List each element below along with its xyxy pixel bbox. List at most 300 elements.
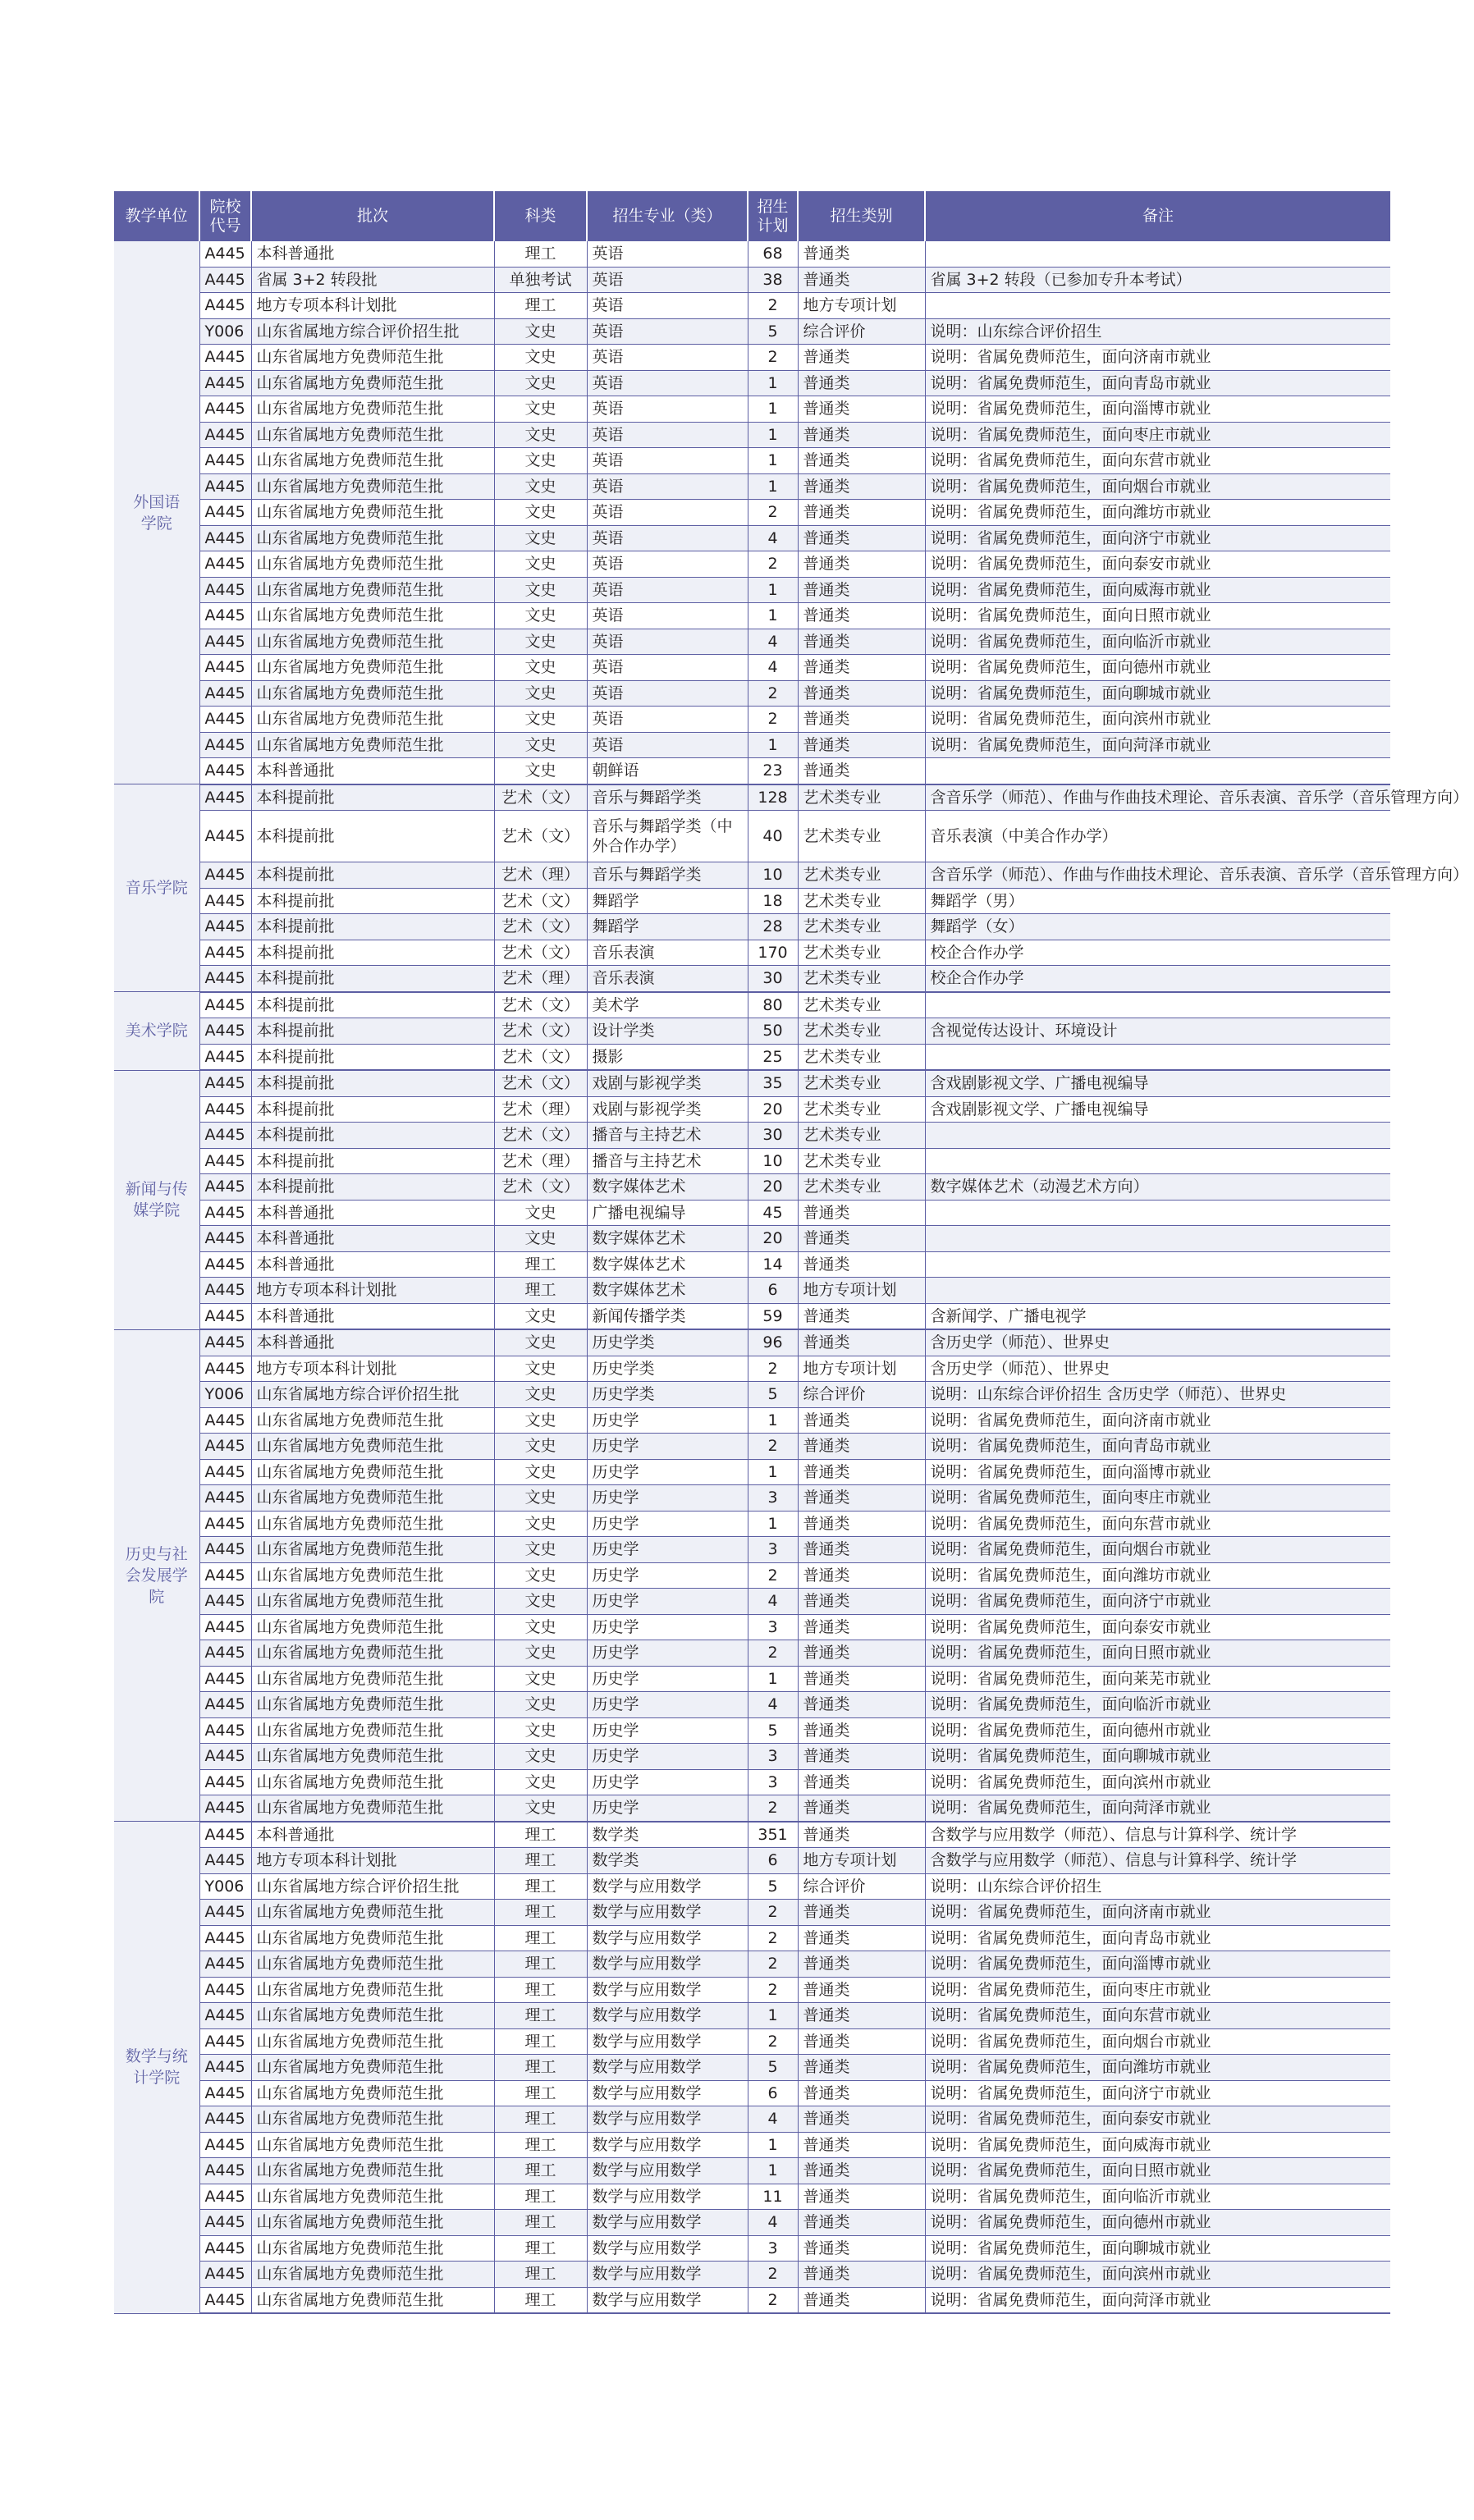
enroll-type-cell: 艺术类专业 bbox=[798, 1096, 925, 1123]
batch-cell: 山东省属地方免费师范生批 bbox=[251, 1744, 494, 1770]
enroll-type-cell: 普通类 bbox=[798, 1303, 925, 1329]
category-cell: 理工 bbox=[494, 1251, 587, 1278]
remarks-cell: 说明：省属免费师范生，面向青岛市就业 bbox=[925, 1925, 1390, 1951]
batch-cell: 山东省属地方免费师范生批 bbox=[251, 370, 494, 396]
batch-cell: 山东省属地方免费师范生批 bbox=[251, 1485, 494, 1512]
plan-count-cell: 2 bbox=[748, 2028, 798, 2055]
school-code-cell: A445 bbox=[199, 396, 251, 423]
category-cell: 艺术（文） bbox=[494, 1123, 587, 1149]
remarks-cell: 说明：省属免费师范生，面向滨州市就业 bbox=[925, 1769, 1390, 1795]
plan-count-cell: 2 bbox=[748, 345, 798, 371]
category-cell: 理工 bbox=[494, 2055, 587, 2081]
category-cell: 理工 bbox=[494, 1278, 587, 1304]
plan-count-cell: 2 bbox=[748, 551, 798, 578]
table-row bbox=[114, 1951, 1390, 1978]
plan-count-cell: 5 bbox=[748, 1717, 798, 1744]
school-code-cell: A445 bbox=[199, 1951, 251, 1978]
batch-cell: 本科普通批 bbox=[251, 758, 494, 784]
plan-count-cell: 25 bbox=[748, 1044, 798, 1070]
school-code-cell: A445 bbox=[199, 500, 251, 526]
batch-cell: 山东省属地方综合评价招生批 bbox=[251, 1382, 494, 1408]
school-code-cell: A445 bbox=[199, 1174, 251, 1201]
major-cell: 英语 bbox=[587, 241, 748, 267]
table-row bbox=[114, 707, 1390, 733]
plan-count-cell: 1 bbox=[748, 422, 798, 448]
remarks-cell: 含历史学（师范）、世界史 bbox=[925, 1329, 1390, 1356]
enroll-type-cell: 艺术类专业 bbox=[798, 966, 925, 992]
remarks-cell: 说明：省属免费师范生，面向淄博市就业 bbox=[925, 396, 1390, 423]
category-cell: 艺术（文） bbox=[494, 888, 587, 914]
category-cell: 文史 bbox=[494, 1692, 587, 1718]
enroll-type-cell: 艺术类专业 bbox=[798, 811, 925, 862]
enroll-type-cell: 艺术类专业 bbox=[798, 914, 925, 940]
major-cell: 数学与应用数学 bbox=[587, 2235, 748, 2262]
plan-count-cell: 351 bbox=[748, 1822, 798, 1848]
enroll-type-cell: 普通类 bbox=[798, 2262, 925, 2288]
remarks-cell: 说明：省属免费师范生，面向泰安市就业 bbox=[925, 551, 1390, 578]
major-cell: 戏剧与影视学类 bbox=[587, 1096, 748, 1123]
batch-cell: 山东省属地方免费师范生批 bbox=[251, 1769, 494, 1795]
plan-count-cell: 20 bbox=[748, 1174, 798, 1201]
remarks-cell: 说明：省属免费师范生，面向日照市就业 bbox=[925, 1640, 1390, 1667]
major-cell: 音乐表演 bbox=[587, 966, 748, 992]
table-row bbox=[114, 1251, 1390, 1278]
batch-cell: 山东省属地方免费师范生批 bbox=[251, 2262, 494, 2288]
batch-cell: 山东省属地方免费师范生批 bbox=[251, 1640, 494, 1667]
school-code-cell: A445 bbox=[199, 1900, 251, 1926]
school-code-cell: A445 bbox=[199, 655, 251, 681]
header-row bbox=[114, 191, 1390, 241]
remarks-cell: 说明：省属免费师范生，面向泰安市就业 bbox=[925, 1614, 1390, 1640]
school-code-cell: A445 bbox=[199, 1511, 251, 1537]
school-code-cell: A445 bbox=[199, 1925, 251, 1951]
school-code-cell: A445 bbox=[199, 732, 251, 758]
enroll-type-cell: 普通类 bbox=[798, 758, 925, 784]
school-code-cell: A445 bbox=[199, 1200, 251, 1226]
major-cell: 数学与应用数学 bbox=[587, 2080, 748, 2106]
remarks-cell: 说明：省属免费师范生，面向枣庄市就业 bbox=[925, 422, 1390, 448]
school-code-cell: A445 bbox=[199, 448, 251, 474]
remarks-cell: 说明：省属免费师范生，面向烟台市就业 bbox=[925, 473, 1390, 500]
enroll-type-cell: 艺术类专业 bbox=[798, 784, 925, 811]
enroll-type-cell: 普通类 bbox=[798, 500, 925, 526]
plan-count-cell: 2 bbox=[748, 1640, 798, 1667]
batch-cell: 本科提前批 bbox=[251, 1174, 494, 1201]
remarks-cell: 说明：省属免费师范生，面向淄博市就业 bbox=[925, 1951, 1390, 1978]
major-cell: 历史学 bbox=[587, 1589, 748, 1615]
enroll-type-cell: 普通类 bbox=[798, 1537, 925, 1563]
major-cell: 英语 bbox=[587, 473, 748, 500]
school-code-cell: A445 bbox=[199, 1226, 251, 1252]
plan-count-cell: 2 bbox=[748, 707, 798, 733]
major-cell: 历史学 bbox=[587, 1407, 748, 1434]
category-cell: 理工 bbox=[494, 2184, 587, 2210]
batch-cell: 山东省属地方免费师范生批 bbox=[251, 551, 494, 578]
batch-cell: 山东省属地方免费师范生批 bbox=[251, 603, 494, 629]
batch-cell: 本科提前批 bbox=[251, 992, 494, 1018]
major-cell: 数学与应用数学 bbox=[587, 2184, 748, 2210]
plan-count-cell: 59 bbox=[748, 1303, 798, 1329]
batch-cell: 本科普通批 bbox=[251, 1200, 494, 1226]
school-code-cell: A445 bbox=[199, 1148, 251, 1174]
school-code-cell: A445 bbox=[199, 2287, 251, 2313]
table-row bbox=[114, 1356, 1390, 1382]
plan-count-cell: 1 bbox=[748, 577, 798, 603]
batch-cell: 山东省属地方免费师范生批 bbox=[251, 1717, 494, 1744]
major-cell: 历史学 bbox=[587, 1485, 748, 1512]
major-cell: 数字媒体艺术 bbox=[587, 1251, 748, 1278]
school-code-cell: A445 bbox=[199, 1303, 251, 1329]
school-code-cell: A445 bbox=[199, 2184, 251, 2210]
major-cell: 数学与应用数学 bbox=[587, 2106, 748, 2133]
school-code-cell: A445 bbox=[199, 603, 251, 629]
remarks-cell: 说明：省属免费师范生，面向济南市就业 bbox=[925, 1407, 1390, 1434]
school-code-cell: A445 bbox=[199, 758, 251, 784]
plan-count-cell: 45 bbox=[748, 1200, 798, 1226]
enroll-type-cell: 地方专项计划 bbox=[798, 1278, 925, 1304]
batch-cell: 山东省属地方免费师范生批 bbox=[251, 2080, 494, 2106]
batch-cell: 山东省属地方免费师范生批 bbox=[251, 2106, 494, 2133]
enroll-type-cell: 普通类 bbox=[798, 473, 925, 500]
table-row bbox=[114, 1123, 1390, 1149]
plan-count-cell: 80 bbox=[748, 992, 798, 1018]
batch-cell: 山东省属地方免费师范生批 bbox=[251, 732, 494, 758]
remarks-cell: 说明：省属免费师范生，面向潍坊市就业 bbox=[925, 1562, 1390, 1589]
enroll-type-cell: 艺术类专业 bbox=[798, 862, 925, 889]
category-cell: 理工 bbox=[494, 241, 587, 267]
major-cell: 音乐表演 bbox=[587, 940, 748, 966]
major-cell: 新闻传播学类 bbox=[587, 1303, 748, 1329]
remarks-cell: 说明：省属免费师范生，面向聊城市就业 bbox=[925, 1744, 1390, 1770]
category-cell: 艺术（文） bbox=[494, 1174, 587, 1201]
enroll-type-cell: 普通类 bbox=[798, 1951, 925, 1978]
plan-count-cell: 96 bbox=[748, 1329, 798, 1356]
enroll-type-cell: 普通类 bbox=[798, 2210, 925, 2236]
category-cell: 文史 bbox=[494, 758, 587, 784]
plan-count-cell: 6 bbox=[748, 2080, 798, 2106]
remarks-cell: 含新闻学、广播电视学 bbox=[925, 1303, 1390, 1329]
remarks-cell: 数字媒体艺术（动漫艺术方向） bbox=[925, 1174, 1390, 1201]
table-row bbox=[114, 2184, 1390, 2210]
major-cell: 历史学类 bbox=[587, 1382, 748, 1408]
table-body bbox=[114, 241, 1469, 2313]
table-row bbox=[114, 680, 1390, 707]
school-code-cell: A445 bbox=[199, 345, 251, 371]
batch-cell: 本科提前批 bbox=[251, 1096, 494, 1123]
teaching-unit-cell: 数学与统 计学院 bbox=[114, 1822, 199, 2314]
school-code-cell: A445 bbox=[199, 241, 251, 267]
plan-count-cell: 2 bbox=[748, 500, 798, 526]
table-row bbox=[114, 1925, 1390, 1951]
remarks-cell: 说明：省属免费师范生，面向菏泽市就业 bbox=[925, 1795, 1390, 1822]
major-cell: 舞蹈学 bbox=[587, 914, 748, 940]
enroll-type-cell: 艺术类专业 bbox=[798, 888, 925, 914]
remarks-cell: 说明：省属免费师范生，面向临沂市就业 bbox=[925, 2184, 1390, 2210]
batch-cell: 山东省属地方免费师范生批 bbox=[251, 422, 494, 448]
enroll-type-cell: 普通类 bbox=[798, 655, 925, 681]
school-code-cell: A445 bbox=[199, 1562, 251, 1589]
batch-cell: 本科提前批 bbox=[251, 966, 494, 992]
table-row bbox=[114, 2132, 1390, 2158]
major-cell: 英语 bbox=[587, 422, 748, 448]
enroll-type-cell: 普通类 bbox=[798, 1200, 925, 1226]
batch-cell: 山东省属地方综合评价招生批 bbox=[251, 1873, 494, 1900]
enroll-type-cell: 地方专项计划 bbox=[798, 293, 925, 319]
school-code-cell: A445 bbox=[199, 2080, 251, 2106]
batch-cell: 本科提前批 bbox=[251, 1018, 494, 1045]
major-cell: 英语 bbox=[587, 603, 748, 629]
enroll-type-cell: 普通类 bbox=[798, 1692, 925, 1718]
header-school-code: 院校 代号 bbox=[199, 191, 251, 241]
table-row bbox=[114, 1873, 1390, 1900]
plan-count-cell: 2 bbox=[748, 1356, 798, 1382]
remarks-cell bbox=[925, 1148, 1390, 1174]
major-cell: 数学与应用数学 bbox=[587, 1873, 748, 1900]
table-row bbox=[114, 2158, 1390, 2184]
category-cell: 文史 bbox=[494, 1485, 587, 1512]
school-code-cell: A445 bbox=[199, 1822, 251, 1848]
table-row bbox=[114, 1382, 1390, 1408]
header-category: 科类 bbox=[494, 191, 587, 241]
category-cell: 理工 bbox=[494, 2262, 587, 2288]
remarks-cell: 说明：省属免费师范生，面向滨州市就业 bbox=[925, 2262, 1390, 2288]
major-cell: 广播电视编导 bbox=[587, 1200, 748, 1226]
major-cell: 历史学类 bbox=[587, 1329, 748, 1356]
plan-count-cell: 1 bbox=[748, 370, 798, 396]
school-code-cell: A445 bbox=[199, 862, 251, 889]
enroll-type-cell: 普通类 bbox=[798, 370, 925, 396]
batch-cell: 山东省属地方综合评价招生批 bbox=[251, 318, 494, 345]
school-code-cell: A445 bbox=[199, 1666, 251, 1692]
batch-cell: 山东省属地方免费师范生批 bbox=[251, 629, 494, 655]
category-cell: 文史 bbox=[494, 422, 587, 448]
batch-cell: 山东省属地方免费师范生批 bbox=[251, 500, 494, 526]
remarks-cell bbox=[925, 1278, 1390, 1304]
batch-cell: 山东省属地方免费师范生批 bbox=[251, 1562, 494, 1589]
category-cell: 理工 bbox=[494, 2287, 587, 2313]
table-row bbox=[114, 1614, 1390, 1640]
remarks-cell bbox=[925, 293, 1390, 319]
enroll-type-cell: 普通类 bbox=[798, 2184, 925, 2210]
enroll-type-cell: 艺术类专业 bbox=[798, 940, 925, 966]
remarks-cell: 说明：省属免费师范生，面向济宁市就业 bbox=[925, 1589, 1390, 1615]
major-cell: 英语 bbox=[587, 732, 748, 758]
plan-count-cell: 50 bbox=[748, 1018, 798, 1045]
enroll-type-cell: 普通类 bbox=[798, 1459, 925, 1485]
plan-count-cell: 20 bbox=[748, 1226, 798, 1252]
category-cell: 文史 bbox=[494, 1226, 587, 1252]
enroll-type-cell: 普通类 bbox=[798, 732, 925, 758]
school-code-cell: A445 bbox=[199, 1329, 251, 1356]
school-code-cell: A445 bbox=[199, 1589, 251, 1615]
table-row bbox=[114, 1511, 1390, 1537]
remarks-cell bbox=[925, 1200, 1390, 1226]
header-batch: 批次 bbox=[251, 191, 494, 241]
table-row bbox=[114, 1717, 1390, 1744]
table-row bbox=[114, 1174, 1390, 1201]
batch-cell: 山东省属地方免费师范生批 bbox=[251, 525, 494, 551]
school-code-cell: A445 bbox=[199, 1251, 251, 1278]
batch-cell: 山东省属地方免费师范生批 bbox=[251, 1407, 494, 1434]
school-code-cell: A445 bbox=[199, 370, 251, 396]
remarks-cell bbox=[925, 992, 1390, 1018]
remarks-cell: 说明：省属免费师范生，面向滨州市就业 bbox=[925, 707, 1390, 733]
category-cell: 文史 bbox=[494, 1329, 587, 1356]
remarks-cell: 省属 3+2 转段（已参加专升本考试） bbox=[925, 267, 1390, 293]
enroll-type-cell: 普通类 bbox=[798, 1977, 925, 2003]
enroll-type-cell: 普通类 bbox=[798, 1589, 925, 1615]
category-cell: 艺术（文） bbox=[494, 940, 587, 966]
school-code-cell: A445 bbox=[199, 1356, 251, 1382]
school-code-cell: A445 bbox=[199, 914, 251, 940]
category-cell: 艺术（理） bbox=[494, 1148, 587, 1174]
plan-count-cell: 18 bbox=[748, 888, 798, 914]
category-cell: 文史 bbox=[494, 473, 587, 500]
remarks-cell: 校企合作办学 bbox=[925, 966, 1390, 992]
major-cell: 英语 bbox=[587, 577, 748, 603]
major-cell: 英语 bbox=[587, 448, 748, 474]
category-cell: 文史 bbox=[494, 1769, 587, 1795]
category-cell: 单独考试 bbox=[494, 267, 587, 293]
remarks-cell: 说明：省属免费师范生，面向东营市就业 bbox=[925, 448, 1390, 474]
major-cell: 英语 bbox=[587, 680, 748, 707]
plan-count-cell: 128 bbox=[748, 784, 798, 811]
major-cell: 历史学 bbox=[587, 1769, 748, 1795]
major-cell: 舞蹈学 bbox=[587, 888, 748, 914]
table-row bbox=[114, 1303, 1390, 1329]
batch-cell: 本科提前批 bbox=[251, 1070, 494, 1096]
major-cell: 数学与应用数学 bbox=[587, 1977, 748, 2003]
table-row bbox=[114, 1148, 1390, 1174]
category-cell: 艺术（理） bbox=[494, 862, 587, 889]
table-row bbox=[114, 1589, 1390, 1615]
category-cell: 艺术（文） bbox=[494, 914, 587, 940]
enroll-type-cell: 普通类 bbox=[798, 1822, 925, 1848]
school-code-cell: A445 bbox=[199, 1795, 251, 1822]
school-code-cell: A445 bbox=[199, 1537, 251, 1563]
batch-cell: 山东省属地方免费师范生批 bbox=[251, 2028, 494, 2055]
table-row bbox=[114, 940, 1390, 966]
plan-count-cell: 14 bbox=[748, 1251, 798, 1278]
school-code-cell: A445 bbox=[199, 473, 251, 500]
table-row bbox=[114, 1329, 1390, 1356]
table-row bbox=[114, 1070, 1390, 1096]
major-cell: 戏剧与影视学类 bbox=[587, 1070, 748, 1096]
enroll-type-cell: 普通类 bbox=[798, 1795, 925, 1822]
table-row bbox=[114, 1200, 1390, 1226]
category-cell: 文史 bbox=[494, 525, 587, 551]
plan-count-cell: 2 bbox=[748, 1977, 798, 2003]
category-cell: 艺术（文） bbox=[494, 1018, 587, 1045]
major-cell: 英语 bbox=[587, 525, 748, 551]
batch-cell: 本科普通批 bbox=[251, 1251, 494, 1278]
table-row bbox=[114, 267, 1390, 293]
category-cell: 文史 bbox=[494, 1562, 587, 1589]
major-cell: 数学与应用数学 bbox=[587, 2055, 748, 2081]
enroll-type-cell: 普通类 bbox=[798, 1485, 925, 1512]
category-cell: 文史 bbox=[494, 1434, 587, 1460]
table-row bbox=[114, 1407, 1390, 1434]
batch-cell: 本科普通批 bbox=[251, 241, 494, 267]
enroll-type-cell: 普通类 bbox=[798, 577, 925, 603]
remarks-cell: 含数学与应用数学（师范）、信息与计算科学、统计学 bbox=[925, 1848, 1390, 1874]
school-code-cell: A445 bbox=[199, 2210, 251, 2236]
plan-count-cell: 4 bbox=[748, 2210, 798, 2236]
table-row bbox=[114, 603, 1390, 629]
major-cell: 数学与应用数学 bbox=[587, 2028, 748, 2055]
batch-cell: 山东省属地方免费师范生批 bbox=[251, 2210, 494, 2236]
plan-count-cell: 4 bbox=[748, 1589, 798, 1615]
category-cell: 理工 bbox=[494, 2158, 587, 2184]
enroll-type-cell: 普通类 bbox=[798, 525, 925, 551]
enroll-type-cell: 艺术类专业 bbox=[798, 992, 925, 1018]
plan-count-cell: 1 bbox=[748, 2003, 798, 2029]
enroll-type-cell: 普通类 bbox=[798, 2003, 925, 2029]
plan-count-cell: 2 bbox=[748, 1434, 798, 1460]
remarks-cell: 说明：省属免费师范生，面向淄博市就业 bbox=[925, 1459, 1390, 1485]
table-row bbox=[114, 1900, 1390, 1926]
category-cell: 文史 bbox=[494, 1459, 587, 1485]
table-row bbox=[114, 1278, 1390, 1304]
category-cell: 理工 bbox=[494, 2106, 587, 2133]
major-cell: 英语 bbox=[587, 396, 748, 423]
table-row bbox=[114, 2262, 1390, 2288]
batch-cell: 山东省属地方免费师范生批 bbox=[251, 2003, 494, 2029]
category-cell: 文史 bbox=[494, 655, 587, 681]
category-cell: 理工 bbox=[494, 1951, 587, 1978]
major-cell: 英语 bbox=[587, 318, 748, 345]
major-cell: 数字媒体艺术 bbox=[587, 1278, 748, 1304]
school-code-cell: A445 bbox=[199, 784, 251, 811]
header-unit: 教学单位 bbox=[114, 191, 199, 241]
school-code-cell: A445 bbox=[199, 293, 251, 319]
major-cell: 英语 bbox=[587, 551, 748, 578]
category-cell: 理工 bbox=[494, 1822, 587, 1848]
remarks-cell: 说明：省属免费师范生，面向烟台市就业 bbox=[925, 2028, 1390, 2055]
header-enroll-type: 招生类别 bbox=[798, 191, 925, 241]
table-row bbox=[114, 577, 1390, 603]
enroll-type-cell: 普通类 bbox=[798, 2028, 925, 2055]
major-cell: 历史学 bbox=[587, 1459, 748, 1485]
category-cell: 文史 bbox=[494, 680, 587, 707]
enroll-type-cell: 普通类 bbox=[798, 267, 925, 293]
major-cell: 数学与应用数学 bbox=[587, 2287, 748, 2313]
remarks-cell: 含戏剧影视文学、广播电视编导 bbox=[925, 1070, 1390, 1096]
table-row bbox=[114, 2028, 1390, 2055]
header-plan-count: 招生 计划 bbox=[748, 191, 798, 241]
school-code-cell: A445 bbox=[199, 2235, 251, 2262]
plan-count-cell: 1 bbox=[748, 1459, 798, 1485]
table-row bbox=[114, 992, 1390, 1018]
header-remarks: 备注 bbox=[925, 191, 1390, 241]
school-code-cell: Y006 bbox=[199, 1382, 251, 1408]
major-cell: 历史学 bbox=[587, 1717, 748, 1744]
remarks-cell: 说明：省属免费师范生，面向青岛市就业 bbox=[925, 370, 1390, 396]
plan-count-cell: 68 bbox=[748, 241, 798, 267]
major-cell: 英语 bbox=[587, 267, 748, 293]
school-code-cell: A445 bbox=[199, 629, 251, 655]
school-code-cell: A445 bbox=[199, 1070, 251, 1096]
school-code-cell: A445 bbox=[199, 1278, 251, 1304]
category-cell: 艺术（文） bbox=[494, 1070, 587, 1096]
batch-cell: 山东省属地方免费师范生批 bbox=[251, 1537, 494, 1563]
school-code-cell: A445 bbox=[199, 1692, 251, 1718]
major-cell: 英语 bbox=[587, 293, 748, 319]
remarks-cell: 舞蹈学（男） bbox=[925, 888, 1390, 914]
remarks-cell: 说明：省属免费师范生，面向日照市就业 bbox=[925, 603, 1390, 629]
table-row bbox=[114, 1666, 1390, 1692]
category-cell: 文史 bbox=[494, 1200, 587, 1226]
